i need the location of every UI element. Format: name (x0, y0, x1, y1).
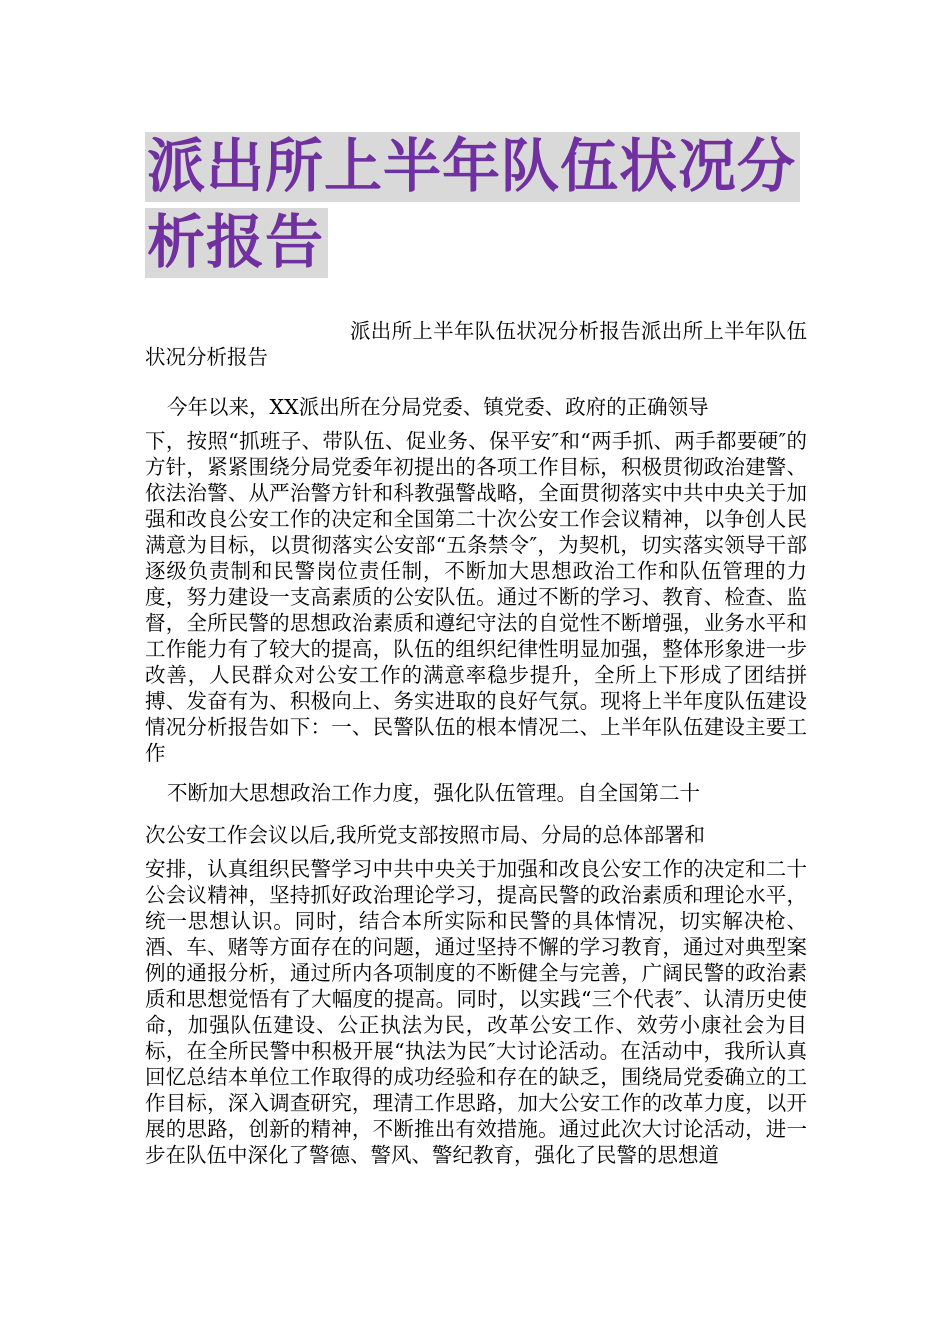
paragraph-main: 下，按照“抓班子、带队伍、促业务、保平安″和“两手抓、两手都要硬″的方针，紧紧围绕分局党委年初提出的各项工作目标，积极贯彻政治建警、依法治警、从严治警方针和科教强警战略，全面贯彻落实中共中央关于加强和改良公安工作的决定和全国第二十次公安工作会议精神，以争创人民满意为目标，以贯彻落实公安部“五条禁令″，为契机，切实落实领导干部逐级负责制和民警岗位责任制，不断加大思想政治工作和队伍管理的力度，努力建设一支高素质的公安队伍。通过不断的学习、教育、检查、监督，全所民警的思想政治素质和遵纪守法的自觉性不断增强，业务水平和工作能力有了较大的提高，队伍的组织纪律性明显加强，整体形象进一步改善，人民群众对公安工作的满意率稳步提升，全所上下形成了团结拼搏、发奋有为、积极向上、务实进取的良好气氛。现将上半年度队伍建设情况分析报告如下：一、民警队伍的根本情况二、上半年队伍建设主要工作 (145, 429, 807, 765)
document-body (145, 318, 807, 1168)
paragraph-section-line2: 次公安工作会议以后,我所党支部按照市局、分局的总体部署和 (145, 823, 706, 847)
document-subtitle: 派出所上半年队伍状况分析报告派出所上半年队伍状况分析报告 (145, 319, 807, 369)
paragraph-section-lead: 不断加大思想政治工作力度，强化队伍管理。自全国第二十 (167, 781, 700, 805)
document-title-text: 派出所上半年队伍状况分析报告 (145, 132, 800, 278)
document-title (145, 128, 815, 280)
paragraph-section-body: 安排，认真组织民警学习中共中央关于加强和改良公安工作的决定和二十公会议精神，坚持抓好政治理论学习，提高民警的政治素质和理论水平，统一思想认识。同时，结合本所实际和民警的具体情况，切实解决枪、酒、车、赌等方面存在的问题，通过坚持不懈的学习教育，通过对典型案例的通报分析，通过所内各项制度的不断健全与完善，广阔民警的政治素质和思想觉悟有了大幅度的提高。同时，以实践“三个代表″、认清历史使命，加强队伍建设、公正执法为民，改革公安工作、效劳小康社会为目标，在全所民警中积极开展“执法为民″大讨论活动。在活动中，我所认真回忆总结本单位工作取得的成功经验和存在的缺乏，围绕局党委确立的工作目标，深入调查研究，理清工作思路，加大公安工作的改革力度，以开展的思路，创新的精神，不断推出有效措施。通过此次大讨论活动，进一步在队伍中深化了警德、警风、警纪教育，强化了民警的思想道 (145, 857, 807, 1167)
paragraph-intro: 今年以来，XX派出所在分局党委、镇党委、政府的正确领导 (167, 395, 709, 419)
